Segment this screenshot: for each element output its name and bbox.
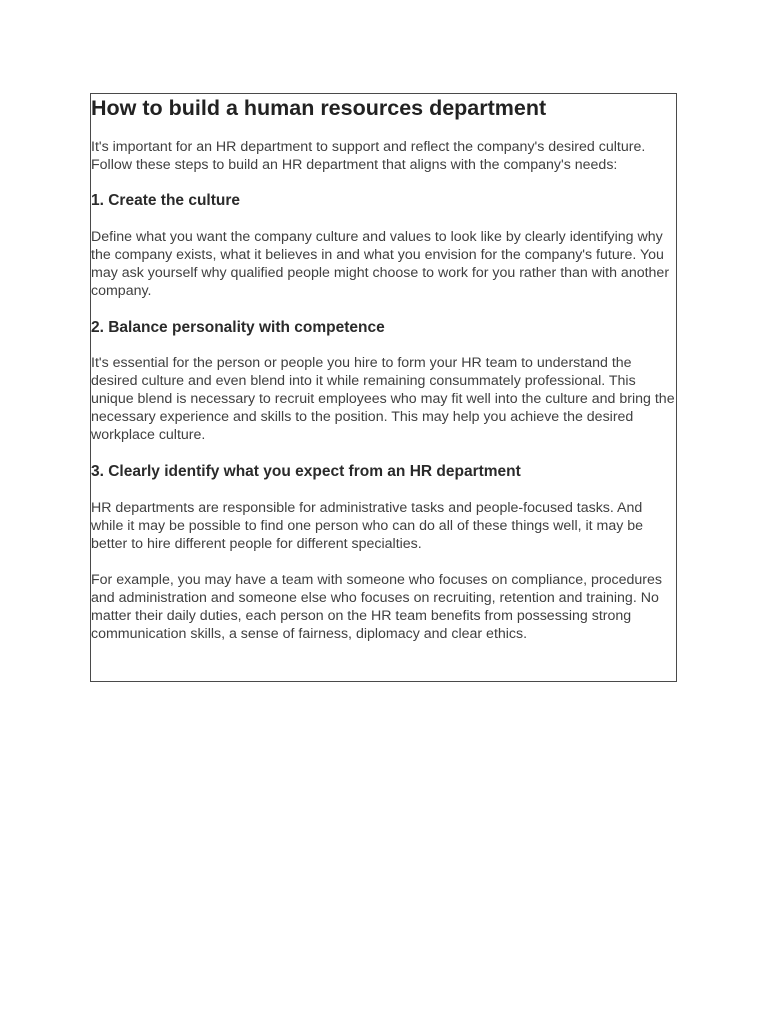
section-heading-identify-expectations: 3. Clearly identify what you expect from an HR department — [91, 463, 521, 480]
document-title: How to build a human resources department — [91, 96, 547, 120]
section-paragraph-balance-personality: It's essential for the person or people you hire to form your HR team to understand the desired culture and even blend into it while remaining consummately professional. This unique blend is necessary to recruit employees who may fit well into the culture and bring the necessary experience and skills to the position. This may help you achieve the desired workplace culture. — [91, 355, 675, 443]
section-paragraph-example: For example, you may have a team with someone who focuses on compliance, procedures and administration and someone else who focuses on recruiting, retention and training. No matter their daily duties, each person on the HR team benefits from possessing strong communication skills, a sense of fairness, diplomacy and clear ethics. — [91, 572, 662, 642]
section-paragraph-create-culture: Define what you want the company culture and values to look like by clearly identifying why the company exists, what it believes in and what you envision for the company's future. You may ask yourself why qualified people might choose to work for you rather than with another company. — [91, 229, 670, 299]
section-heading-create-culture: 1. Create the culture — [91, 192, 241, 209]
section-paragraph-identify-expectations: HR departments are responsible for administrative tasks and people-focused tasks. And while it may be possible to find one person who can do all of these things well, it may be better to hire different people for different specialties. — [91, 500, 644, 552]
section-heading-balance-personality: 2. Balance personality with competence — [91, 319, 385, 336]
document-box — [90, 93, 677, 682]
intro-paragraph: It's important for an HR department to support and reflect the company's desired culture. Follow these steps to build an HR department that aligns with the company's needs: — [91, 139, 646, 173]
